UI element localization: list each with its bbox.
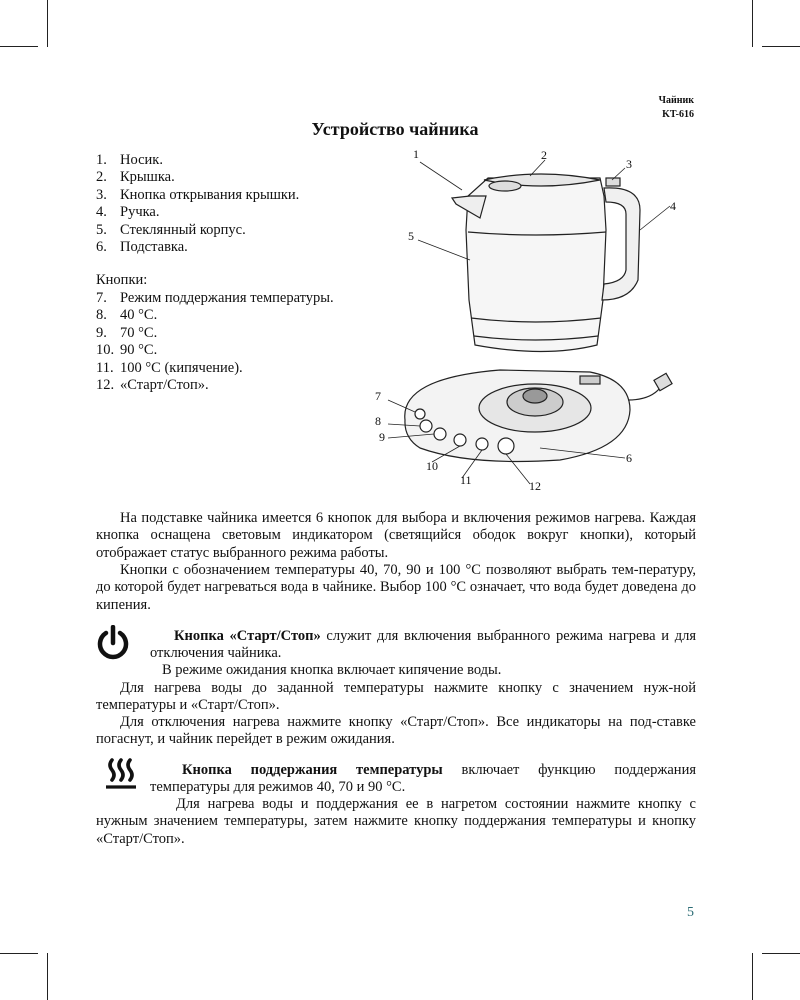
item-number: 1. (96, 152, 107, 168)
list-item (96, 342, 334, 359)
item-number: 12. (96, 377, 115, 394)
item-label: Крышка. (120, 169, 175, 186)
buttons-heading: Кнопки: (96, 272, 148, 288)
callout-number: 7 (375, 389, 381, 403)
page-number: 5 (687, 905, 694, 920)
callout-number: 2 (541, 148, 547, 162)
crop-mark (0, 953, 38, 954)
callout-number: 10 (426, 459, 438, 473)
item-number: 2. (96, 169, 107, 186)
list-item (96, 307, 334, 324)
page-header (659, 94, 694, 122)
item-number: 5. (96, 221, 107, 238)
crop-mark (752, 953, 753, 1000)
callout-number: 8 (375, 414, 381, 428)
paragraph: Для нагрева воды и поддержания ее в нагретом состоянии нажмите кнопку с нужным значением температуры, затем нажмите кнопку поддержания температуры и кнопку «Старт/Стоп». (96, 796, 696, 847)
keep-warm-title: Кнопка поддержания температуры (182, 762, 443, 778)
list-item (96, 204, 299, 221)
keep-warm-description (150, 762, 696, 797)
callout-number: 3 (626, 157, 632, 171)
list-item (96, 169, 299, 186)
buttons-list (96, 290, 334, 394)
callout-number: 11 (460, 473, 472, 487)
item-number: 11. (96, 359, 114, 376)
paragraph: Кнопки с обозначением температуры 40, 70, 90 и 100 °С позволяют выбрать тем-пературу, до которой будет нагреваться вода в чайнике. Выбор 100 °С означает, что вода будет доведена до кипения. (96, 562, 696, 613)
item-label: 40 °С. (120, 307, 158, 324)
list-item (96, 239, 299, 256)
crop-mark (47, 0, 48, 47)
parts-list (96, 152, 299, 256)
keep-warm-text: включает функцию поддержания температуры для режимов 40, 70 и 90 °С. (150, 762, 696, 796)
callout-number: 12 (529, 479, 541, 493)
item-number: 4. (96, 204, 107, 221)
item-label: 100 °С (кипячение). (120, 359, 243, 376)
item-label: 90 °С. (120, 342, 158, 359)
kettle-illustration (452, 174, 640, 352)
power-icon (96, 625, 130, 661)
list-item (96, 325, 334, 342)
item-label: Кнопка открывания крышки. (120, 186, 300, 203)
header-model: KT-616 (662, 109, 694, 120)
page-title: Устройство чайника (311, 119, 479, 139)
header-product: Чайник (658, 95, 694, 106)
heat-waves-icon (104, 756, 138, 790)
item-label: Носик. (120, 152, 163, 168)
item-label: 70 °С. (120, 324, 158, 341)
callout-number: 5 (408, 229, 414, 243)
crop-mark (762, 953, 800, 954)
callout-number: 6 (626, 451, 632, 465)
callout-number: 9 (379, 430, 385, 444)
crop-mark (47, 953, 48, 1000)
item-number: 7. (96, 290, 107, 306)
kettle-diagram (360, 140, 700, 500)
item-number: 3. (96, 186, 107, 203)
item-label: Стеклянный корпус. (120, 221, 246, 238)
start-stop-description (150, 628, 696, 663)
start-stop-title: Кнопка «Старт/Стоп» (174, 628, 321, 644)
crop-mark (752, 0, 753, 47)
kettle-base-illustration (405, 370, 672, 462)
callout-number: 1 (413, 147, 419, 161)
list-item (96, 152, 299, 169)
list-item (96, 222, 299, 239)
paragraph: Для нагрева воды до заданной температуры нажмите кнопку с значением нуж-ной температуры и «Старт/Стоп». (96, 680, 696, 714)
paragraph: В режиме ожидания кнопка включает кипячение воды. (162, 662, 502, 678)
item-number: 6. (96, 239, 107, 256)
paragraph: На подставке чайника имеется 6 кнопок для выбора и включения режимов нагрева. Каждая кнопка оснащена световым индикатором (светящийся ободок вокруг кнопки), который отображает статус выбранного режима работы. (96, 510, 696, 561)
start-stop-text: служит для включения выбранного режима нагрева и для отключения чайника. (150, 628, 696, 662)
list-item (96, 360, 334, 377)
item-label: «Старт/Стоп». (120, 377, 209, 394)
item-number: 9. (96, 324, 107, 341)
item-label: Подставка. (120, 239, 188, 256)
item-label: Режим поддержания температуры. (120, 290, 334, 306)
list-item (96, 290, 334, 307)
paragraph: Для отключения нагрева нажмите кнопку «Старт/Стоп». Все индикаторы на под-ставке погаснут, и чайник перейдет в режим ожидания. (96, 714, 696, 748)
crop-mark (0, 46, 38, 47)
list-item (96, 377, 334, 394)
item-number: 10. (96, 342, 115, 359)
crop-mark (762, 46, 800, 47)
list-item (96, 187, 299, 204)
callout-number: 4 (670, 199, 676, 213)
item-label: Ручка. (120, 204, 160, 221)
item-number: 8. (96, 307, 107, 324)
